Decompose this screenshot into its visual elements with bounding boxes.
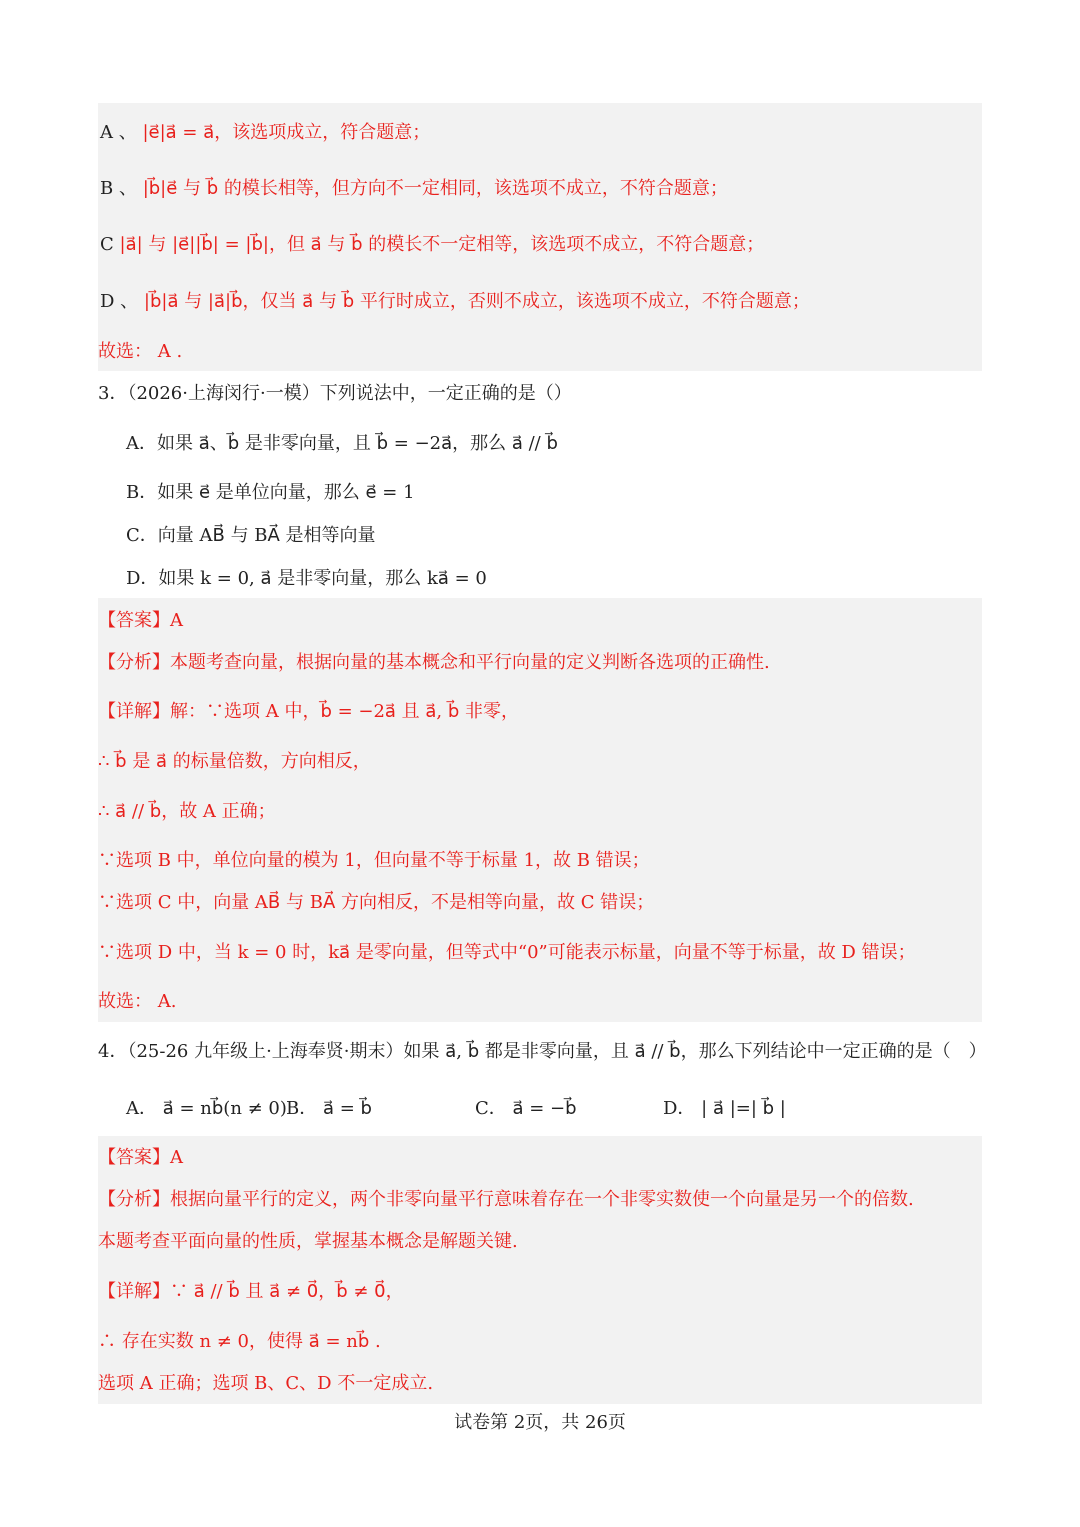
q3-detail-1: 【详解】解：∵选项 A 中，b⃗ = −2a⃗ 且 a⃗, b⃗ 非零， xyxy=(98,701,520,722)
q4-option-c: C． a⃗ = −b⃗ xyxy=(475,1098,577,1119)
q4-option-b: B． a⃗ = b⃗ xyxy=(286,1098,372,1119)
q4-detail-3: 选项 A 正确；选项 B、C、D 不一定成立. xyxy=(98,1373,434,1394)
q3-detail-4: ∵选项 B 中，单位向量的模为 1，但向量不等于标量 1，故 B 错误； xyxy=(98,850,650,871)
q4-option-d: D． | a⃗ |=| b⃗ | xyxy=(663,1098,786,1119)
option-b-analysis: B 、 |b⃗|e⃗ 与 b⃗ 的模长相等，但方向不一定相同，该选项不成立，不符合题意； xyxy=(100,178,728,199)
q3-option-b: B．如果 e⃗ 是单位向量，那么 e⃗ = 1 xyxy=(126,482,415,503)
choice-q2: 故选： A . xyxy=(98,341,183,362)
q3-choice: 故选： A. xyxy=(98,991,177,1012)
q4-option-a: A． a⃗ = nb⃗(n ≠ 0) xyxy=(126,1098,287,1119)
page-footer: 试卷第 2页，共 26页 xyxy=(454,1412,626,1433)
option-c-analysis: C |a⃗| 与 |e⃗||b⃗| = |b⃗|，但 a⃗ 与 b⃗ 的模长不一定相等，该选项不成立，不符合题意； xyxy=(100,234,765,255)
question-4-stem: 4．（25-26 九年级上·上海奉贤·期末）如果 a⃗, b⃗ 都是非零向量，且 a⃗ // b⃗，那么下列结论中一定正确的是（ ） xyxy=(98,1041,987,1062)
q4-analysis-2: 本题考查平面向量的性质，掌握基本概念是解题关键. xyxy=(98,1231,518,1252)
q4-detail-2: ∴ 存在实数 n ≠ 0，使得 a⃗ = nb⃗ . xyxy=(98,1331,381,1352)
q3-detail-2: ∴ b⃗ 是 a⃗ 的标量倍数，方向相反， xyxy=(98,751,371,772)
q3-option-c: C．向量 AB⃗ 与 BA⃗ 是相等向量 xyxy=(126,525,376,546)
q3-answer: 【答案】A xyxy=(98,610,183,631)
q3-detail-3: ∴ a⃗ // b⃗，故 A 正确； xyxy=(98,801,276,822)
q3-option-a: A．如果 a⃗、b⃗ 是非零向量，且 b⃗ = −2a⃗，那么 a⃗ // b⃗ xyxy=(126,433,558,454)
solution-box-q4 xyxy=(98,1136,982,1404)
q4-answer: 【答案】A xyxy=(98,1147,183,1168)
question-3-stem: 3．（2026·上海闵行·一模）下列说法中，一定正确的是（） xyxy=(98,383,572,404)
q3-option-d: D．如果 k = 0, a⃗ 是非零向量，那么 ka⃗ = 0 xyxy=(126,568,487,589)
q4-analysis-1: 【分析】根据向量平行的定义，两个非零向量平行意味着存在一个非零实数使一个向量是另一个的倍数. xyxy=(98,1189,914,1210)
option-a-analysis: A 、 |e⃗|a⃗ = a⃗，该选项成立，符合题意； xyxy=(100,122,431,143)
q3-detail-6: ∵选项 D 中，当 k = 0 时，ka⃗ 是零向量，但等式中“0”可能表示标量，向量不等于标量，故 D 错误； xyxy=(98,942,916,963)
q3-analysis: 【分析】本题考查向量，根据向量的基本概念和平行向量的定义判断各选项的正确性. xyxy=(98,652,770,673)
q3-detail-5: ∵选项 C 中，向量 AB⃗ 与 BA⃗ 方向相反，不是相等向量，故 C 错误； xyxy=(98,892,655,913)
q4-detail-1: 【详解】∵ a⃗ // b⃗ 且 a⃗ ≠ 0⃗，b⃗ ≠ 0⃗， xyxy=(98,1281,404,1302)
option-d-analysis: D 、 |b⃗|a⃗ 与 |a⃗|b⃗，仅当 a⃗ 与 b⃗ 平行时成立，否则不成立，该选项不成立，不符合题意； xyxy=(100,291,810,312)
